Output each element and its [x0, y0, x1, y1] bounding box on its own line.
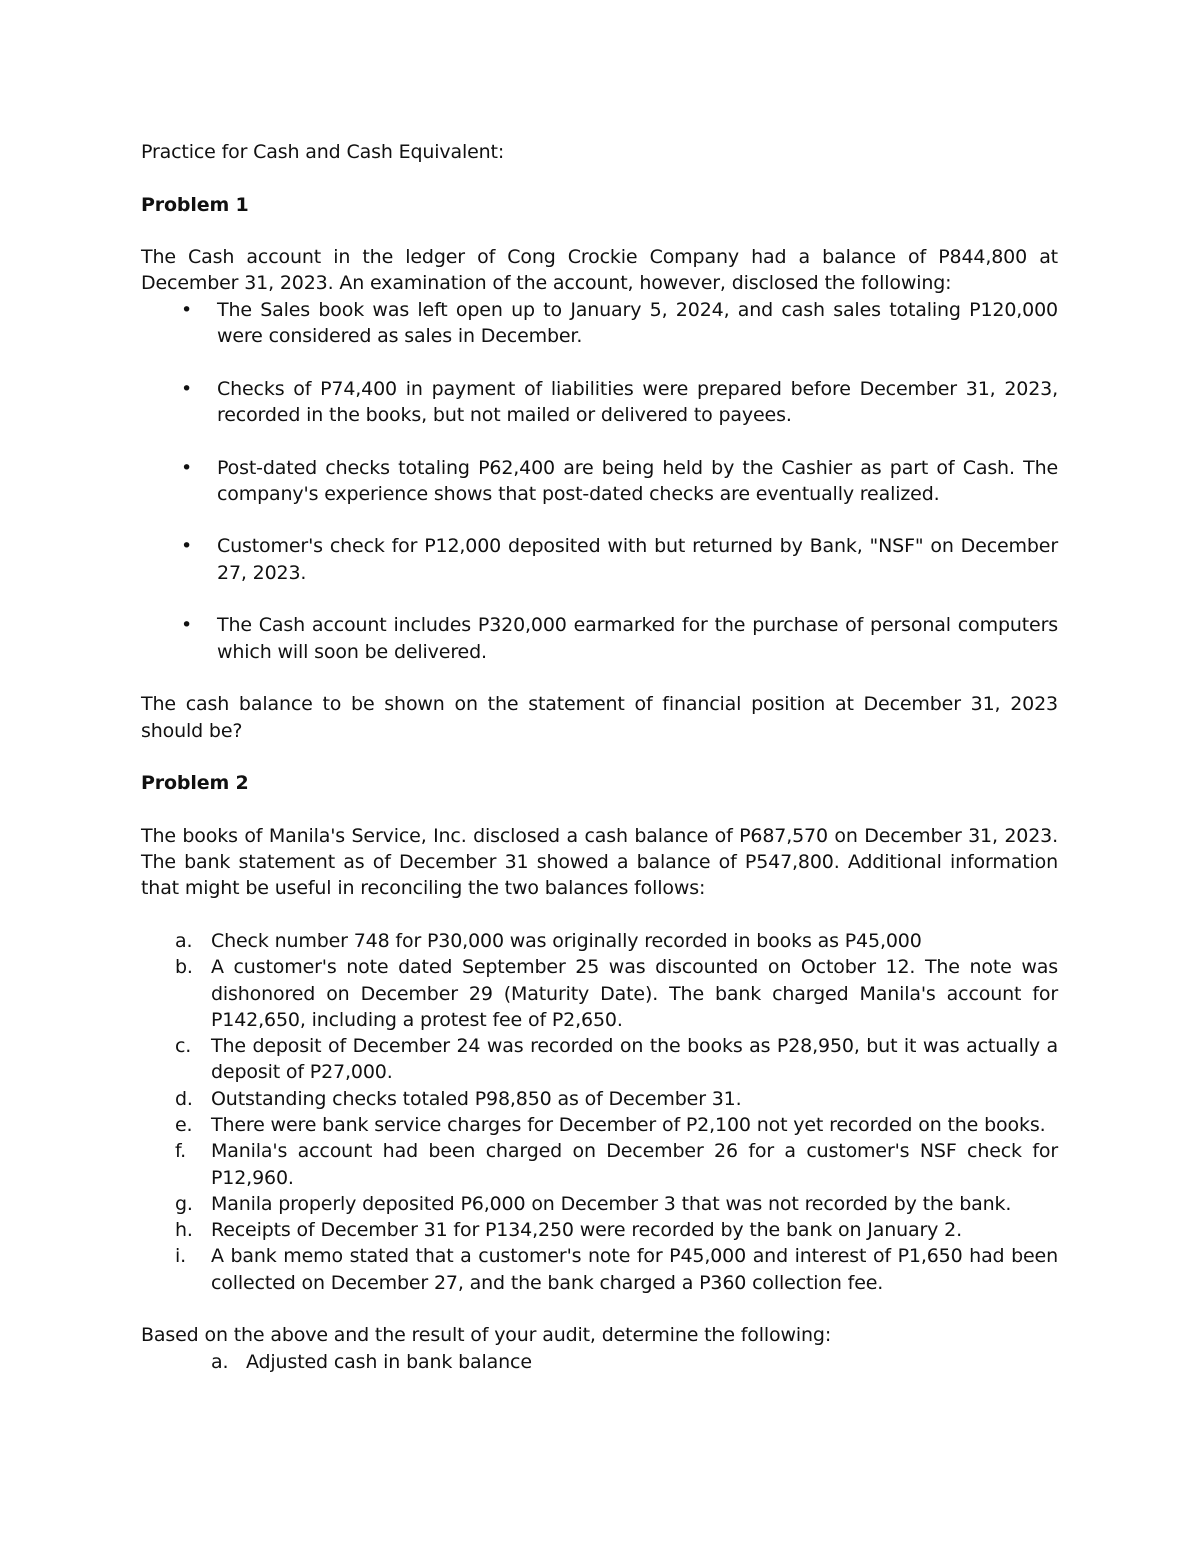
list-marker: c. [175, 1035, 192, 1058]
problem-1-heading: Problem 1 [141, 193, 249, 216]
bullet-icon: • [181, 377, 193, 400]
problem-1-bullet-list [141, 297, 1058, 665]
list-item-text: A bank memo stated that a customer's note for P45,000 and interest of P1,650 had been collected on December 27, and the bank charged a P360 collection fee. [211, 1245, 1058, 1294]
list-item [141, 612, 1058, 665]
list-item [141, 376, 1058, 429]
list-item-text: There were bank service charges for December of P2,100 not yet recorded on the books. [211, 1113, 1046, 1136]
list-item [141, 1243, 1058, 1296]
list-marker: a. [175, 929, 193, 952]
list-item [141, 297, 1058, 350]
list-item [141, 455, 1058, 508]
list-item-text: Checks of P74,400 in payment of liabilities were prepared before December 31, 2023, recorded in the books, but not mailed or delivered to payees. [217, 377, 1058, 426]
bullet-icon: • [181, 456, 193, 479]
list-marker: d. [175, 1087, 193, 1110]
list-item-text: Customer's check for P12,000 deposited with but returned by Bank, "NSF" on December 27, 2023. [217, 535, 1058, 584]
list-item [141, 1086, 1058, 1112]
list-item-text: Receipts of December 31 for P134,250 were recorded by the bank on January 2. [211, 1219, 962, 1242]
list-item [141, 1217, 1058, 1243]
list-marker: a. [211, 1350, 229, 1373]
problem-2-intro: The books of Manila's Service, Inc. disclosed a cash balance of P687,570 on December 31, 2023. The bank statement as of December 31 showed a balance of P547,800. Additional information that might be useful in reconciling the two balances follows: [141, 824, 1058, 900]
list-item-text: A customer's note dated September 25 was discounted on October 12. The note was dishonored on December 29 (Maturity Date). The bank charged Manila's account for P142,650, including a protest fee of P2,650. [211, 956, 1058, 1031]
list-marker: f. [175, 1140, 187, 1163]
list-item [141, 1191, 1058, 1217]
list-item-text: Adjusted cash in bank balance [246, 1350, 532, 1373]
list-item [141, 1112, 1058, 1138]
list-item-text: Check number 748 for P30,000 was originally recorded in books as P45,000 [211, 929, 922, 952]
list-item [141, 928, 1058, 954]
list-item-text: Outstanding checks totaled P98,850 as of December 31. [211, 1087, 742, 1110]
problem-1-question: The cash balance to be shown on the statement of financial position at December 31, 2023 should be? [141, 693, 1058, 742]
list-item [141, 1033, 1058, 1086]
list-marker: g. [175, 1192, 193, 1215]
document-page [141, 139, 1058, 1375]
list-item [141, 533, 1058, 586]
list-item-text: The Sales book was left open up to January 5, 2024, and cash sales totaling P120,000 were considered as sales in December. [217, 298, 1058, 348]
problem-1-intro: The Cash account in the ledger of Cong Crockie Company had a balance of P844,800 at December 31, 2023. An examination of the account, however, disclosed the following: [141, 246, 1058, 295]
document-title: Practice for Cash and Cash Equivalent: [141, 141, 505, 163]
list-item-text: Manila properly deposited P6,000 on December 3 that was not recorded by the bank. [211, 1192, 1012, 1215]
problem-2-question: Based on the above and the result of your audit, determine the following: [141, 1324, 832, 1347]
bullet-icon: • [181, 298, 193, 321]
list-item-text: The Cash account includes P320,000 earmarked for the purchase of personal computers which will soon be delivered. [217, 614, 1058, 663]
problem-2-heading: Problem 2 [141, 772, 249, 795]
list-marker: i. [175, 1245, 187, 1268]
list-item-text: The deposit of December 24 was recorded on the books as P28,950, but it was actually a deposit of P27,000. [211, 1035, 1058, 1084]
list-item-text: Post-dated checks totaling P62,400 are being held by the Cashier as part of Cash. The company's experience shows that post-dated checks are eventually realized. [217, 456, 1058, 505]
list-item [141, 1349, 1058, 1375]
list-marker: h. [175, 1219, 193, 1242]
bullet-icon: • [181, 535, 193, 558]
list-item [141, 1138, 1058, 1191]
bullet-icon: • [181, 614, 193, 637]
list-item-text: Manila's account had been charged on December 26 for a customer's NSF check for P12,960. [211, 1140, 1058, 1189]
problem-2-item-list [141, 928, 1058, 1296]
list-marker: b. [175, 956, 193, 979]
list-marker: e. [175, 1113, 193, 1136]
list-item [141, 954, 1058, 1033]
problem-2-requirements [141, 1349, 1058, 1375]
